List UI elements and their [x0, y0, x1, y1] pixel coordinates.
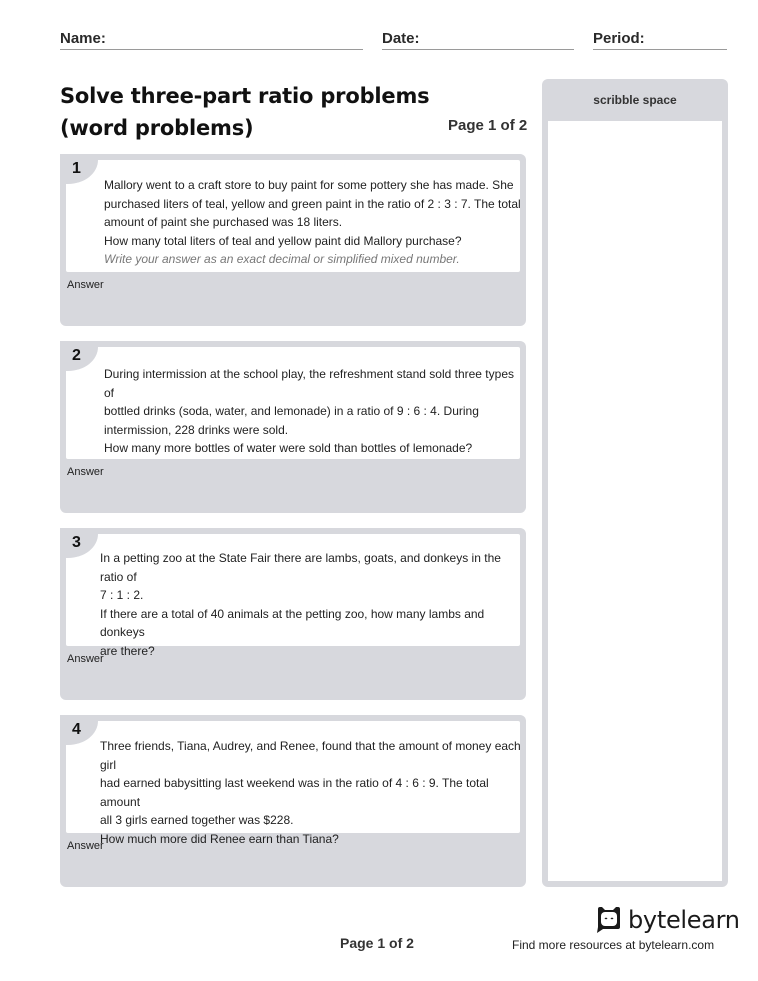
question-line: 7 : 1 : 2.	[100, 588, 144, 602]
question-text	[100, 549, 526, 660]
question-line: amount of paint she purchased was 18 liters.	[104, 215, 343, 229]
question-line: intermission, 228 drinks were sold.	[104, 422, 289, 437]
answer-area[interactable]	[66, 855, 520, 881]
question-line: are there?	[100, 643, 155, 658]
scribble-label: scribble space	[593, 93, 677, 107]
question-number: 1	[72, 160, 81, 177]
answer-label: Answer	[67, 466, 104, 478]
question-hint: Write your answer as an exact decimal or simplified mixed number.	[104, 252, 460, 266]
scribble-panel	[542, 79, 728, 887]
bytelearn-mascot-icon	[595, 907, 623, 933]
worksheet-title	[60, 80, 440, 144]
question-text	[100, 737, 526, 848]
question-line: How many total liters of teal and yellow paint did Mallory purchase?	[104, 233, 462, 248]
question-card-2	[60, 341, 526, 513]
question-text	[104, 365, 526, 458]
question-text	[104, 176, 521, 269]
page-indicator-top: Page 1 of 2	[448, 117, 528, 134]
question-card-4	[60, 715, 526, 887]
question-number: 2	[72, 347, 81, 364]
question-line: How many more bottles of water were sold than bottles of lemonade?	[104, 441, 473, 455]
answer-area[interactable]	[66, 668, 520, 694]
question-line: all 3 girls earned together was $228.	[100, 813, 294, 827]
brand-name: bytelearn	[628, 906, 740, 934]
question-number: 4	[72, 721, 81, 738]
name-label: Name:	[60, 30, 106, 47]
page-indicator-footer: Page 1 of 2	[340, 935, 414, 951]
title-line-2: (word problems)	[60, 116, 254, 140]
question-line: How much more did Renee earn than Tiana?	[100, 831, 339, 846]
question-number: 3	[72, 534, 81, 551]
name-field[interactable]	[60, 30, 363, 50]
question-line: During intermission at the school play, the refreshment stand sold three types of	[104, 367, 514, 400]
question-line: purchased liters of teal, yellow and green paint in the ratio of 2 : 3 : 7. The total	[104, 196, 521, 211]
question-line: In a petting zoo at the State Fair there are lambs, goats, and donkeys in the ratio of	[100, 551, 501, 584]
answer-area[interactable]	[66, 294, 520, 320]
question-line: Mallory went to a craft store to buy paint for some pottery she has made. She	[104, 178, 514, 192]
bytelearn-logo	[595, 905, 740, 935]
question-line: had earned babysitting last weekend was in the ratio of 4 : 6 : 9. The total amount	[100, 776, 489, 809]
date-field[interactable]	[382, 30, 574, 50]
answer-label: Answer	[67, 840, 104, 852]
question-card-1	[60, 154, 526, 326]
scribble-area[interactable]	[548, 121, 722, 881]
question-line: If there are a total of 40 animals at the petting zoo, how many lambs and donkeys	[100, 606, 485, 639]
answer-label: Answer	[67, 279, 104, 291]
resources-link[interactable]: Find more resources at bytelearn.com	[512, 938, 715, 952]
answer-label: Answer	[67, 653, 104, 665]
question-line: bottled drinks (soda, water, and lemonade) in a ratio of 9 : 6 : 4. During	[104, 404, 479, 418]
title-line-1: Solve three-part ratio problems	[60, 84, 430, 108]
period-label: Period:	[593, 30, 645, 47]
period-field[interactable]	[593, 30, 727, 50]
question-card-3	[60, 528, 526, 700]
answer-area[interactable]	[66, 481, 520, 507]
question-line: Three friends, Tiana, Audrey, and Renee, found that the amount of money each girl	[100, 739, 521, 772]
date-label: Date:	[382, 30, 420, 47]
